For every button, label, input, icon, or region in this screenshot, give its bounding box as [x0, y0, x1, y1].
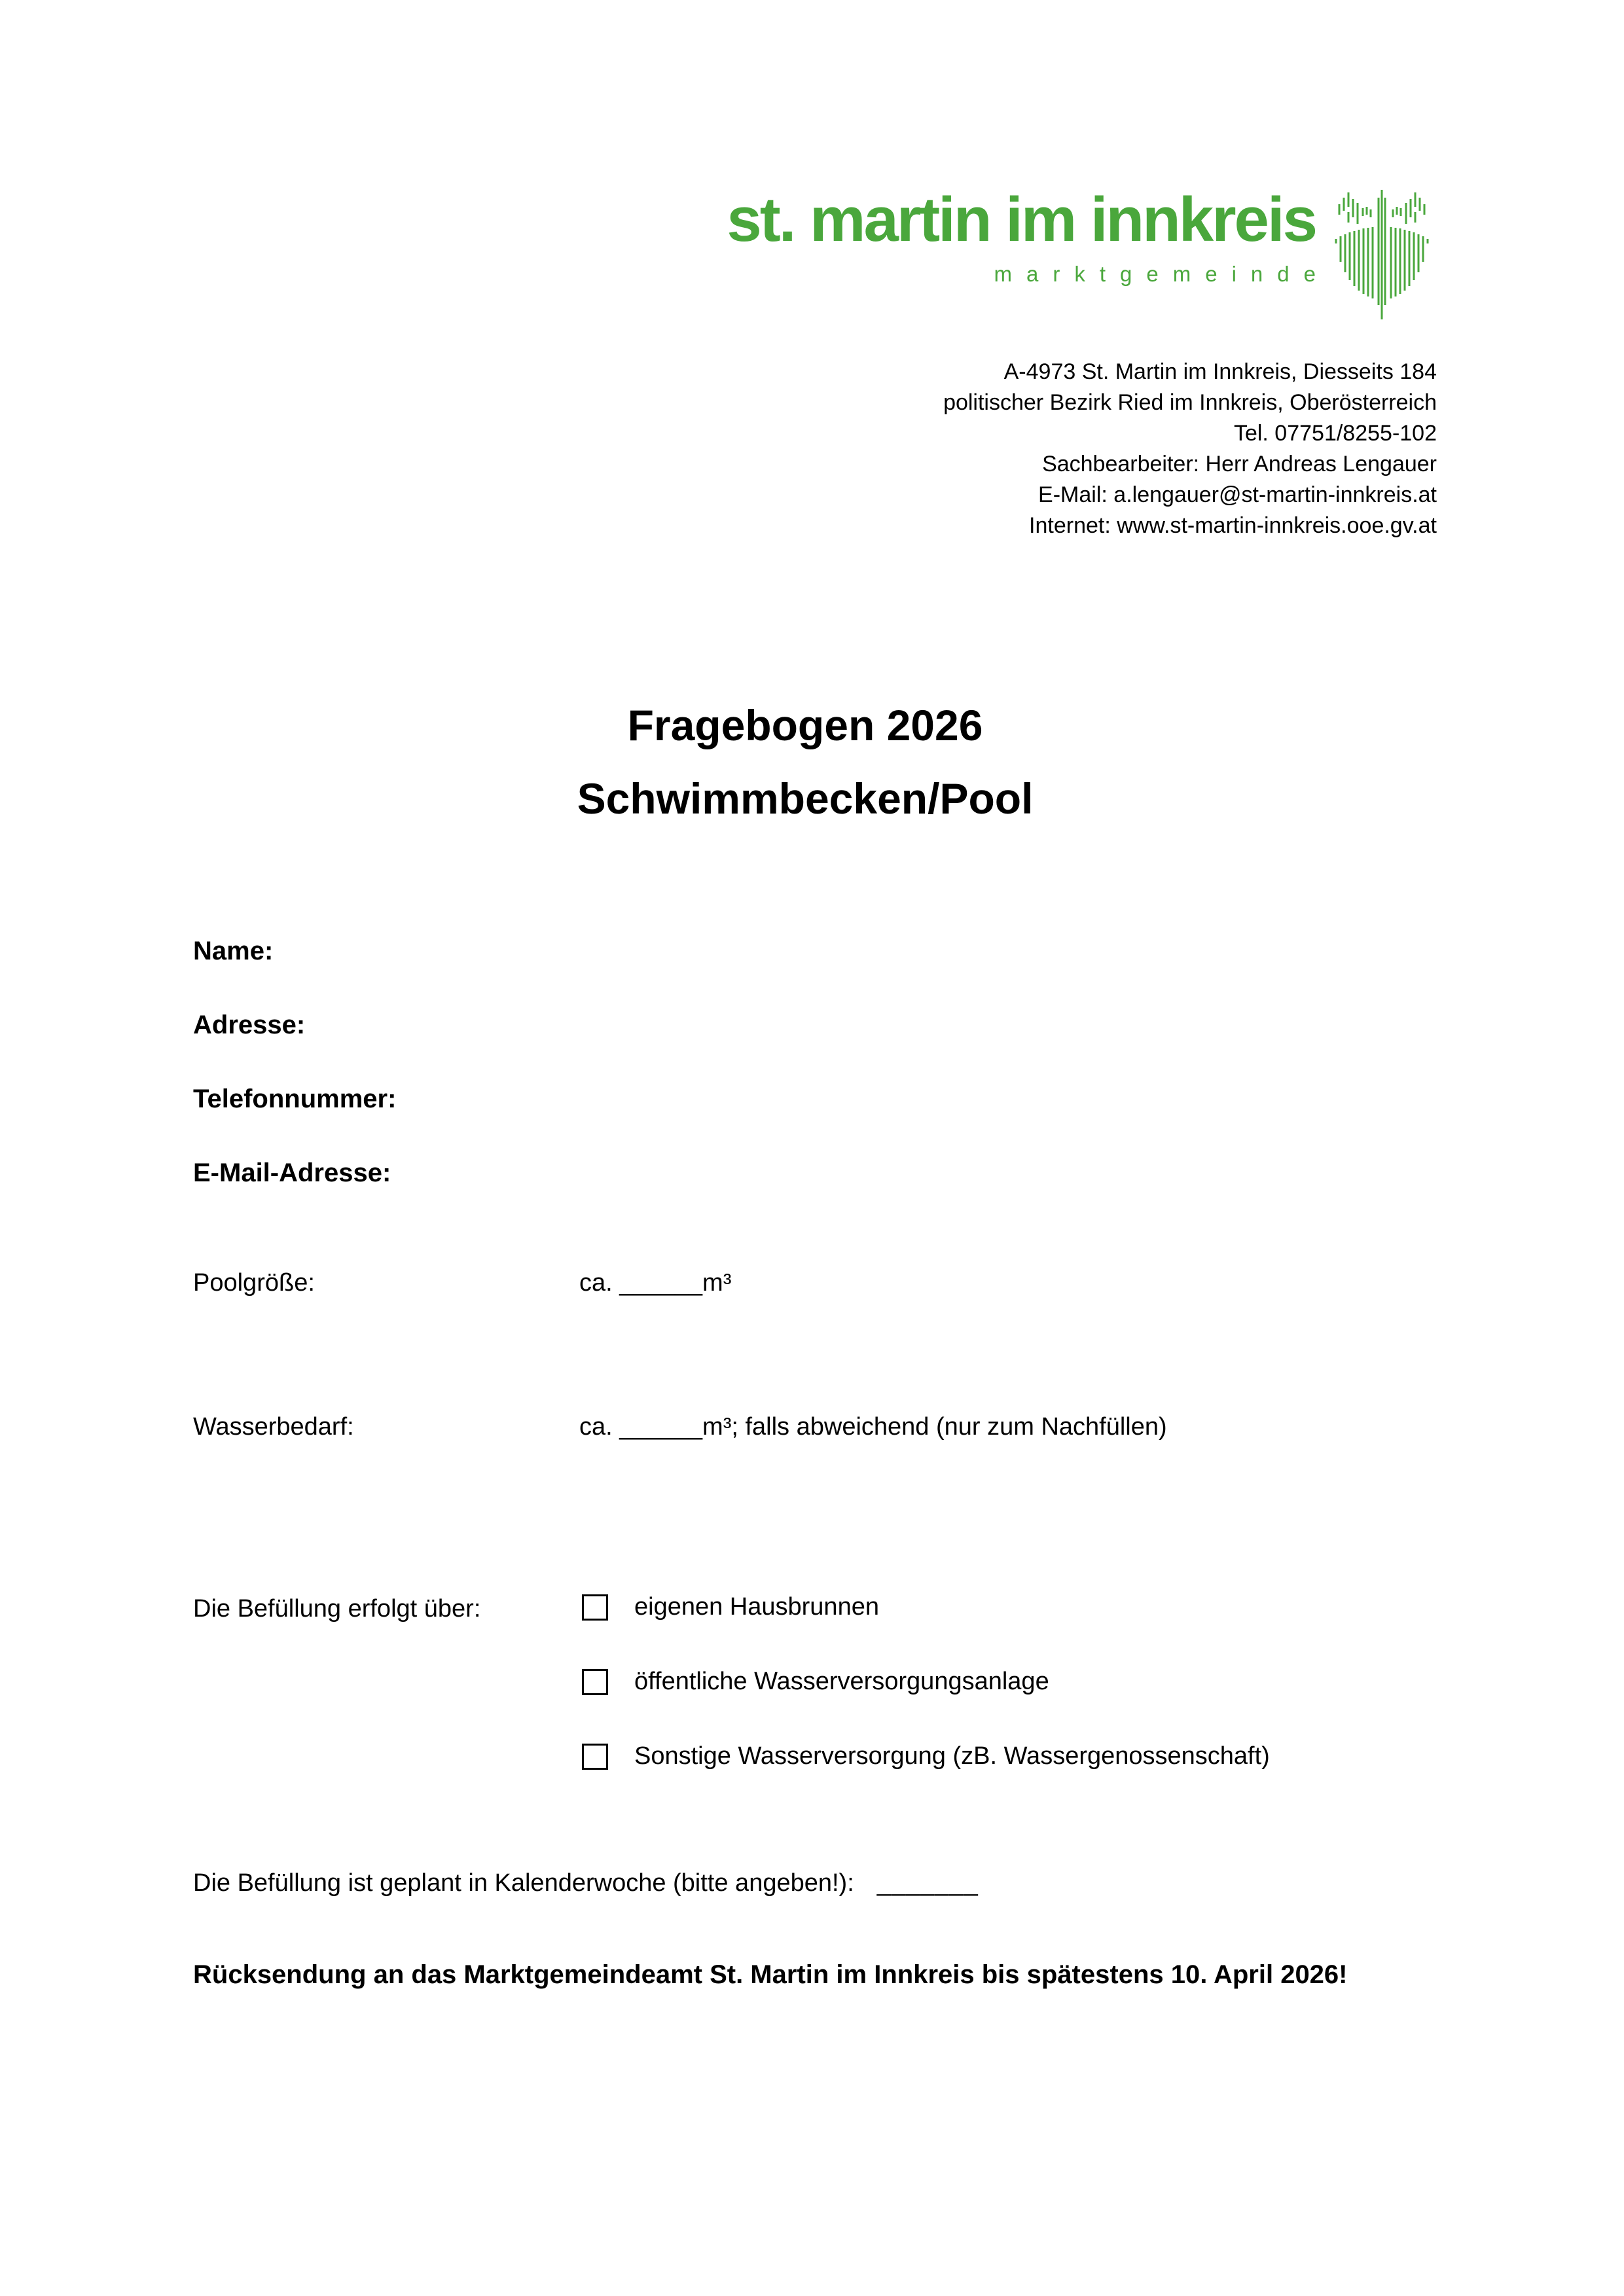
field-label-phone: Telefonnummer: [193, 1085, 397, 1113]
option-label-public-supply: öffentliche Wasserversorgungsanlage [634, 1668, 1049, 1695]
field-label-name: Name: [193, 937, 274, 965]
schedule-label: Die Befüllung ist geplant in Kalenderwoche (bitte angeben!): [193, 1869, 854, 1897]
checkbox-house-well[interactable] [582, 1594, 608, 1621]
logo-subtitle: marktgemeinde [994, 262, 1330, 286]
option-row-public-supply [582, 1668, 1049, 1696]
letterhead-line-clerk: Sachbearbeiter: Herr Andreas Lengauer [1042, 452, 1437, 476]
option-label-other-supply: Sonstige Wasserversorgung (zB. Wassergenossenschaft) [634, 1742, 1270, 1770]
filling-source-label: Die Befüllung erfolgt über: [193, 1595, 481, 1623]
municipality-crest-icon [1329, 188, 1440, 326]
letterhead-line-website: Internet: www.st-martin-innkreis.ooe.gv.at [1029, 513, 1437, 538]
letterhead-line-email: E-Mail: a.lengauer@st-martin-innkreis.at [1038, 482, 1437, 507]
field-label-email: E-Mail-Adresse: [193, 1158, 391, 1187]
option-row-other-supply [582, 1742, 1270, 1771]
logo-wordmark: st. martin im innkreis [727, 185, 1316, 255]
pool-size-blank[interactable]: ca. ______m³ [579, 1269, 732, 1297]
pool-size-label: Poolgröße: [193, 1269, 315, 1297]
document-title-line2: Schwimmbecken/Pool [577, 774, 1034, 823]
water-demand-blank[interactable]: ca. ______m³; falls abweichend (nur zum Nachfüllen) [579, 1413, 1167, 1441]
field-label-address: Adresse: [193, 1011, 306, 1039]
document-title [0, 689, 1610, 835]
letterhead-address-block [655, 357, 1437, 541]
checkbox-public-supply[interactable] [582, 1669, 608, 1695]
schedule-line [193, 1869, 979, 1899]
letterhead-line-district: politischer Bezirk Ried im Innkreis, Oberösterreich [943, 390, 1437, 415]
schedule-week-blank[interactable]: _______ [876, 1869, 979, 1897]
document-title-line1: Fragebogen 2026 [627, 701, 983, 749]
letterhead-line-phone: Tel. 07751/8255-102 [1233, 421, 1437, 446]
option-row-house-well [582, 1593, 879, 1622]
checkbox-other-supply[interactable] [582, 1744, 608, 1770]
option-label-house-well: eigenen Hausbrunnen [634, 1593, 879, 1621]
return-deadline-notice: Rücksendung an das Marktgemeindeamt St. Martin im Innkreis bis spätestens 10. April 2026! [193, 1960, 1348, 1989]
letterhead-line-address: A-4973 St. Martin im Innkreis, Diesseits 184 [1003, 359, 1437, 384]
water-demand-label: Wasserbedarf: [193, 1413, 354, 1441]
